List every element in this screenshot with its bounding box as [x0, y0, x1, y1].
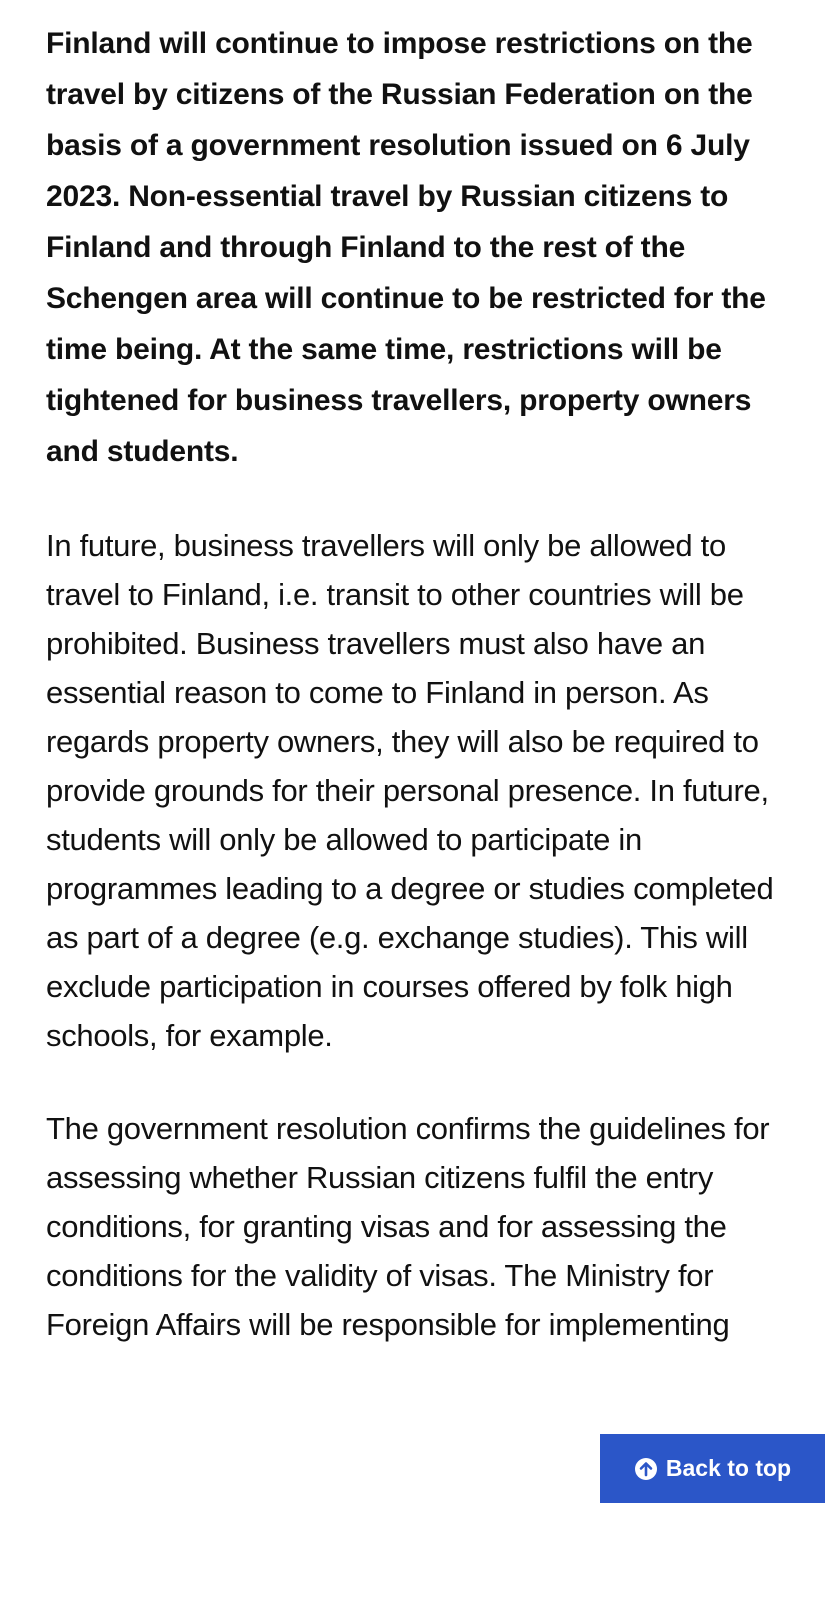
- back-to-top-label: Back to top: [665, 1455, 792, 1481]
- back-to-top-button[interactable]: [600, 1434, 825, 1503]
- arrow-up-circle-icon: [634, 1457, 658, 1481]
- article-body: [46, 18, 786, 1349]
- body-paragraph-government-resolution: The government resolution confirms the guidelines for assessing whether Russian citizens fulfil the entry conditions, for granting visas and for assessing the conditions for the validity of visas. The Ministry for Foreign Affairs will be responsible for implementing: [46, 1111, 770, 1342]
- lead-paragraph: Finland will continue to impose restrictions on the travel by citizens of the Russian Federation on the basis of a government resolution issued on 6 July 2023. Non-essential travel by Russian citizens to Finland and through Finland to the rest of the Schengen area will continue to be restricted for the time being. At the same time, restrictions will be tightened for business travellers, property owners and students.: [46, 27, 766, 468]
- body-paragraph-business-travellers: In future, business travellers will only be allowed to travel to Finland, i.e. transit to other countries will be prohibited. Business travellers must also have an essential reason to come to Finland in person. As regards property owners, they will also be required to provide grounds for their personal presence. In future, students will only be allowed to participate in programmes leading to a degree or studies completed as part of a degree (e.g. exchange studies). This will exclude participation in courses offered by folk high schools, for example.: [46, 528, 774, 1053]
